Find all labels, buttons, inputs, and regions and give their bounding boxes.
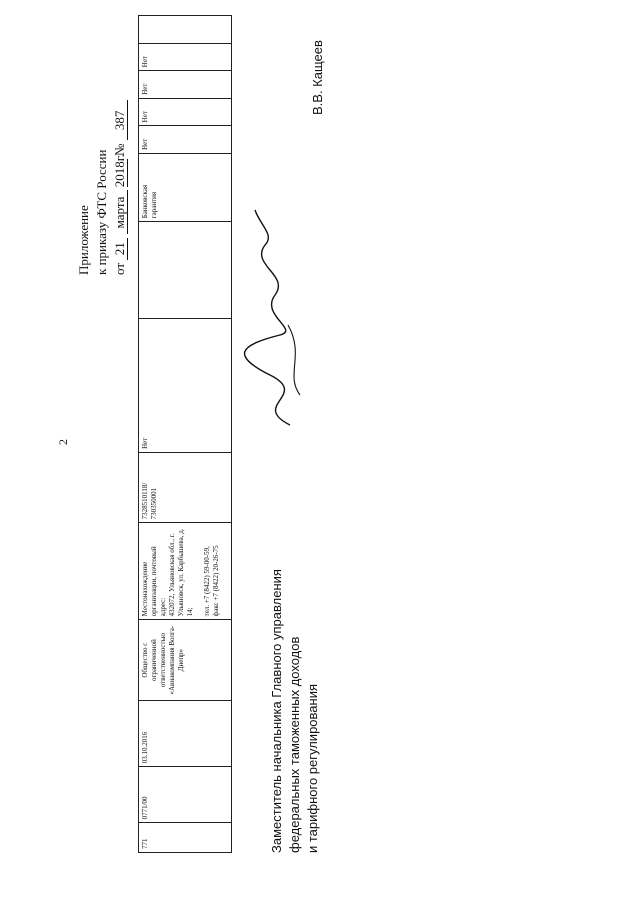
position-line-3: и тарифного регулирования <box>305 684 320 853</box>
cell-flag-4: Нет <box>139 43 232 71</box>
appendix-order: к приказу ФТС России <box>94 149 109 275</box>
address-value: 432072, Ульяновская обл., г. Ульяновск, ул. Карбышева, д. 14; <box>168 528 194 617</box>
cell-empty <box>139 222 232 319</box>
address-label: Местонахождение организации, почтовый адрес: <box>141 546 167 617</box>
order-month: марта <box>112 190 128 234</box>
position-line-1: Заместитель начальника Главного управления <box>269 569 284 853</box>
table-row <box>139 16 232 853</box>
appendix-date-line <box>111 15 129 275</box>
cell-address <box>139 523 232 620</box>
date-prefix: от <box>112 262 127 275</box>
cell-flag-1: Нет <box>139 126 232 154</box>
cell-empty-last <box>139 16 232 44</box>
appendix-title: Приложение <box>76 205 91 275</box>
cell-date: 03.10.2016 <box>139 700 232 766</box>
cell-organization: Общество с ограниченной ответственностью «Авиакомпания Волга-Днепр» <box>139 620 232 701</box>
fax: факс +7 (8422) 20-26-75 <box>212 545 220 617</box>
order-number: 387 <box>112 100 128 140</box>
cell-note: Нет <box>139 319 232 453</box>
signer-name: В.В. Кащеев <box>310 40 325 115</box>
cell-inn-kpp: 7328510118/ 730350001 <box>139 452 232 522</box>
registry-table <box>138 15 232 853</box>
page-number: 2 <box>56 439 70 445</box>
signer-position <box>268 493 322 853</box>
appendix-header <box>75 15 129 275</box>
phone: тел. +7 (8422) 59-00-59, <box>203 546 211 617</box>
cell-flag-2: Нет <box>139 98 232 126</box>
position-line-2: федеральных таможенных доходов <box>287 636 302 853</box>
cell-number: 771 <box>139 823 232 853</box>
cell-flag-3: Нет <box>139 71 232 99</box>
order-day: 21 <box>112 238 128 260</box>
cell-guarantee: Банковская гарантия <box>139 153 232 221</box>
number-prefix: № <box>112 143 127 156</box>
cell-code: 0771/00 <box>139 767 232 823</box>
handwritten-signature <box>230 205 320 435</box>
order-year: 2018г. <box>112 154 127 188</box>
